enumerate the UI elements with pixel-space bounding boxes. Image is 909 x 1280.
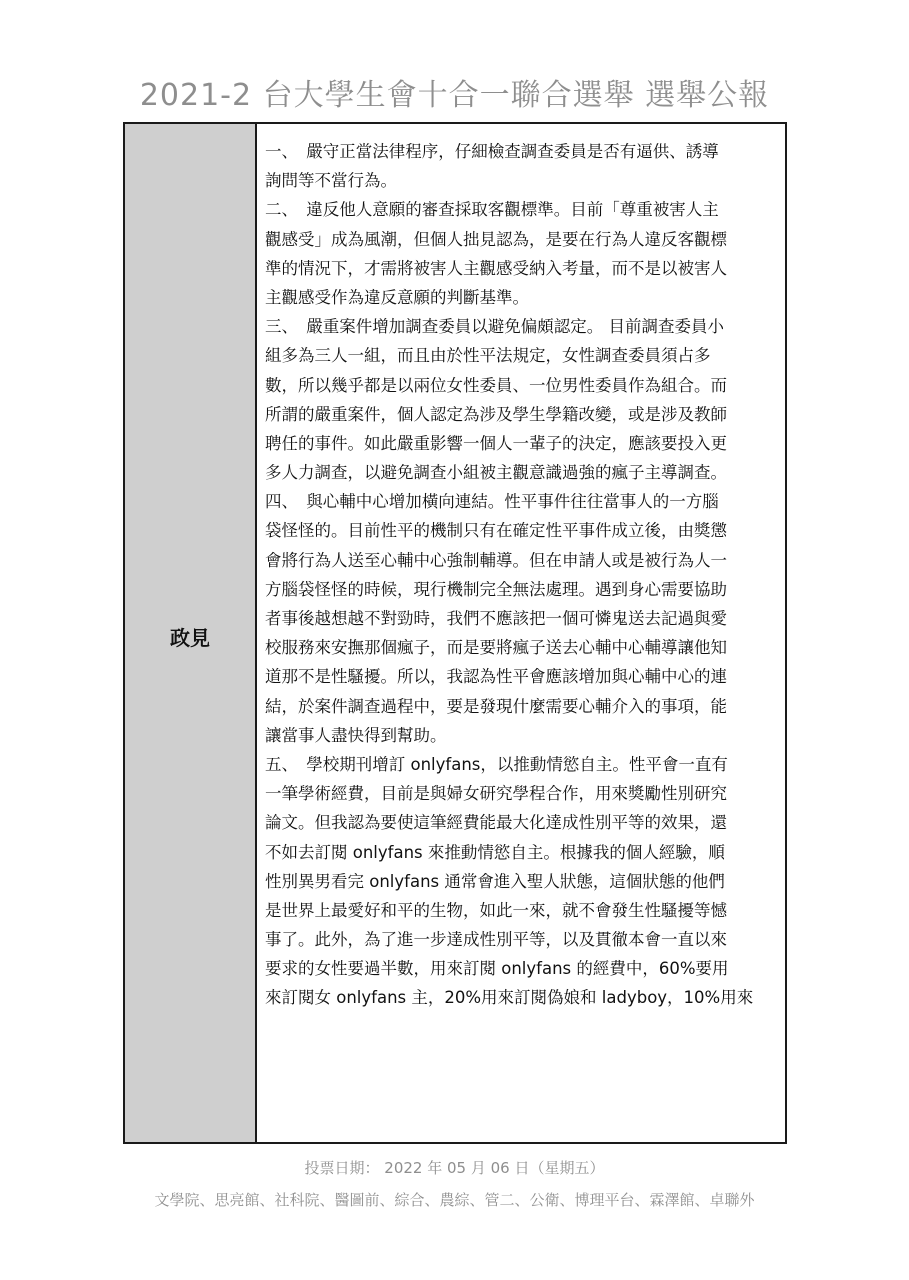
platform-text-line: 讓當事人盡快得到幫助。: [265, 725, 447, 745]
platform-text-line: 聘任的事件。如此嚴重影響一個人一輩子的決定，應該要投入更: [265, 433, 727, 453]
platform-text-line: 觀感受」成為風潮，但個人拙見認為，是要在行為人違反客觀標: [265, 229, 727, 249]
platform-text-line: 會將行為人送至心輔中心強制輔導。但在申請人或是被行為人一: [265, 550, 727, 570]
platform-text-line: 一筆學術經費，目前是與婦女研究學程合作，用來獎勵性別研究: [265, 784, 727, 804]
polling-locations: 文學院、思亮館、社科院、醫圖前、綜合、農綜、管二、公衛、博理平台、霖澤館、卓聯外: [154, 1191, 755, 1209]
platform-text-line: 道那不是性騷擾。所以，我認為性平會應該增加與心輔中心的連: [265, 667, 727, 687]
platform-text-line: 所謂的嚴重案件，個人認定為涉及學生學籍改變，或是涉及教師: [265, 404, 727, 424]
platform-table: [123, 122, 787, 1144]
platform-text-line: 五、 學校期刊增訂 onlyfans，以推動情慾自主。性平會一直有: [265, 754, 728, 774]
platform-text-line: 事了。此外，為了進一步達成性別平等，以及貫徹本會一直以來: [265, 930, 727, 950]
platform-text-line: 詢問等不當行為。: [265, 171, 397, 191]
platform-text-line: 數，所以幾乎都是以兩位女性委員、一位男性委員作為組合。而: [265, 375, 727, 395]
platform-text-line: 是世界上最愛好和平的生物，如此一來，就不會發生性騷擾等憾: [265, 900, 727, 920]
platform-text-line: 二、 違反他人意願的審查採取客觀標準。目前「尊重被害人主: [265, 200, 719, 220]
platform-text-line: 結，於案件調查過程中，要是發現什麼需要心輔介入的事項，能: [265, 696, 727, 716]
platform-text-line: 三、 嚴重案件增加調查委員以避免偏頗認定。 目前調查委員小: [265, 317, 724, 337]
platform-text-line: 性別異男看完 onlyfans 通常會進入聖人狀態，這個狀態的他們: [265, 871, 725, 891]
platform-text-line: 組多為三人一組，而且由於性平法規定，女性調查委員須占多: [265, 346, 711, 366]
platform-text-line: 多人力調查，以避免調查小組被主觀意識過強的瘋子主導調查。: [265, 463, 727, 483]
platform-text-line: 不如去訂閱 onlyfans 來推動情慾自主。根據我的個人經驗，順: [265, 842, 725, 862]
platform-text-line: 四、 與心輔中心增加橫向連結。性平事件往往當事人的一方腦: [265, 492, 719, 512]
voting-date: 投票日期： 2022 年 05 月 06 日（星期五）: [304, 1159, 605, 1177]
platform-text-line: 袋怪怪的。目前性平的機制只有在確定性平事件成立後，由獎懲: [265, 521, 727, 541]
platform-text-line: 來訂閱女 onlyfans 主，20%用來訂閱偽娘和 ladyboy，10%用來: [265, 988, 754, 1008]
platform-text-line: 者事後越想越不對勁時，我們不應該把一個可憐鬼送去記過與愛: [265, 609, 727, 628]
platform-label: 政見: [170, 625, 210, 650]
platform-text-line: 論文。但我認為要使這筆經費能最大化達成性別平等的效果，還: [265, 813, 727, 833]
platform-text-line: 一、 嚴守正當法律程序，仔細檢查調查委員是否有逼供、誘導: [265, 142, 719, 161]
platform-text-line: 要求的女性要過半數，用來訂閱 onlyfans 的經費中，60%要用: [265, 959, 729, 979]
platform-text-line: 校服務來安撫那個瘋子，而是要將瘋子送去心輔中心輔導讓他知: [265, 638, 727, 658]
platform-label-cell: [125, 124, 257, 1142]
platform-content-cell: [257, 124, 785, 1142]
platform-text-line: 主觀感受作為違反意願的判斷基準。: [265, 287, 529, 307]
platform-text-line: 準的情況下，才需將被害人主觀感受納入考量，而不是以被害人: [265, 258, 727, 278]
platform-text-line: 方腦袋怪怪的時候，現行機制完全無法處理。遇到身心需要協助: [265, 579, 727, 599]
page-title: 2021-2 台大學生會十合一聯合選舉 選舉公報: [139, 78, 770, 113]
